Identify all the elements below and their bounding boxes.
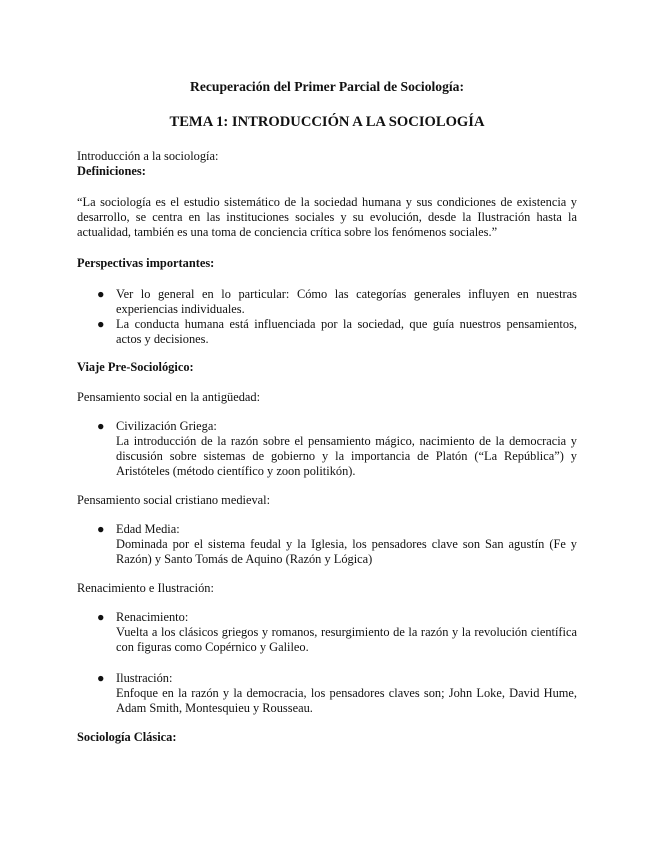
classical-heading: Sociología Clásica: bbox=[77, 730, 177, 744]
perspectives-list bbox=[77, 287, 577, 347]
greek-title: Civilización Griega: bbox=[116, 419, 217, 433]
enlightenment-text: Enfoque en la razón y la democracia, los pensadores claves son; John Loke, David Hume, Adam Smith, Montesquieu y Rousseau. bbox=[116, 686, 577, 715]
medieval-list bbox=[77, 522, 577, 567]
middle-ages-title: Edad Media: bbox=[116, 522, 180, 536]
list-item bbox=[77, 317, 577, 347]
renaissance-title: Renacimiento: bbox=[116, 610, 189, 624]
medieval-label: Pensamiento social cristiano medieval: bbox=[77, 493, 271, 507]
renaissance-text: Vuelta a los clásicos griegos y romanos, resurgimiento de la razón y la revolución científica con figuras como Copérnico y Galileo. bbox=[116, 625, 577, 654]
bullet-icon: ● bbox=[97, 522, 105, 536]
document-content bbox=[77, 78, 577, 745]
greek-text: La introducción de la razón sobre el pensamiento mágico, nacimiento de la democracia y discusión sobre sistemas de gobierno y la importancia de Platón (“La República”) y Aristóteles (método científico y zoon politikón). bbox=[116, 434, 577, 478]
bullet-icon: ● bbox=[97, 287, 105, 301]
bullet-icon: ● bbox=[97, 671, 105, 685]
list-item bbox=[77, 287, 577, 317]
definitions-heading: Definiciones: bbox=[77, 164, 146, 178]
bullet-icon: ● bbox=[97, 317, 105, 331]
perspectives-heading: Perspectivas importantes: bbox=[77, 256, 215, 270]
list-item bbox=[77, 610, 577, 655]
document-title: Recuperación del Primer Parcial de Sociología: bbox=[190, 79, 464, 94]
topic-heading: TEMA 1: INTRODUCCIÓN A LA SOCIOLOGÍA bbox=[169, 114, 485, 130]
middle-ages-text: Dominada por el sistema feudal y la Iglesia, los pensadores clave son San agustín (Fe y Razón) y Santo Tomás de Aquino (Razón y Lógica) bbox=[116, 537, 577, 566]
list-item bbox=[77, 419, 577, 479]
enlightenment-title: Ilustración: bbox=[116, 671, 173, 685]
renaissance-label: Renacimiento e Ilustración: bbox=[77, 581, 214, 595]
antiquity-list bbox=[77, 419, 577, 479]
bullet-icon: ● bbox=[97, 419, 105, 433]
antiquity-label: Pensamiento social en la antigüedad: bbox=[77, 390, 261, 404]
intro-line: Introducción a la sociología: bbox=[77, 149, 219, 163]
presociological-heading: Viaje Pre-Sociológico: bbox=[77, 360, 194, 374]
perspective-text: La conducta humana está influenciada por la sociedad, que guía nuestros pensamientos, actos y decisiones. bbox=[116, 317, 577, 346]
list-item bbox=[77, 522, 577, 567]
perspective-text: Ver lo general en lo particular: Cómo las categorías generales influyen en nuestras experiencias individuales. bbox=[116, 287, 577, 316]
bullet-icon: ● bbox=[97, 610, 105, 624]
definition-quote: “La sociología es el estudio sistemático de la sociedad humana y sus condiciones de existencia y desarrollo, se centra en las instituciones sociales y su evolución, desde la Ilustración hasta la actualidad, también es una toma de conciencia crítica sobre los fenómenos sociales.” bbox=[77, 195, 577, 239]
list-item bbox=[77, 671, 577, 716]
renaissance-list bbox=[77, 610, 577, 716]
